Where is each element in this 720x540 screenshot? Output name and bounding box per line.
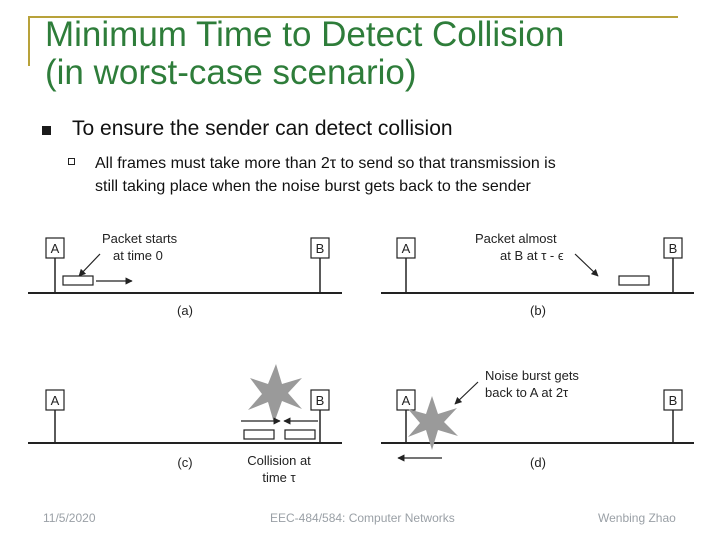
panel-c-packet-left (244, 430, 274, 439)
footer-author: Wenbing Zhao (598, 511, 676, 525)
title-line-1: Minimum Time to Detect Collision (45, 15, 565, 54)
panel-c-note2: time τ (262, 470, 296, 485)
panel-b-packet (619, 276, 649, 285)
panel-b-note2: at B at τ - ϵ (500, 248, 564, 263)
panel-d-caption: (d) (530, 455, 546, 470)
panel-b (381, 231, 694, 318)
panel-a-packet (63, 276, 93, 285)
panel-d-station-b-label: B (668, 393, 678, 408)
panel-a-caption: (a) (177, 303, 193, 318)
panel-a-station-a-label: A (50, 241, 60, 256)
footer-course: EEC-484/584: Computer Networks (270, 511, 455, 525)
panel-c-note1: Collision at (247, 453, 311, 468)
panel-c-caption: (c) (177, 455, 193, 470)
collision-burst-icon (248, 364, 302, 423)
panel-a-station-b-label: B (315, 241, 325, 256)
bullet-level2-line2: still taking place when the noise burst gets back to the sender (95, 178, 531, 195)
panel-d-note1: Noise burst gets (485, 368, 579, 383)
bullet-level1: To ensure the sender can detect collision (72, 117, 453, 140)
title-line-2: (in worst-case scenario) (45, 53, 417, 92)
panel-c-station-b-label: B (315, 393, 325, 408)
panel-a-note1: Packet starts (102, 231, 178, 246)
footer-date: 11/5/2020 (43, 511, 96, 525)
panel-b-station-b-label-b: B (668, 241, 678, 256)
panel-a-note2: at time 0 (113, 248, 163, 263)
panel-c (28, 364, 342, 485)
panel-d-note2: back to A at 2τ (485, 385, 569, 400)
panel-b-note1: Packet almost (475, 231, 557, 246)
panel-d-pointer-arrow (455, 382, 478, 404)
panel-b-station-a-label: A (401, 241, 411, 256)
panel-b-pointer-arrow (575, 254, 598, 276)
panel-c-packet-right (285, 430, 315, 439)
bullet-level2-line1: All frames must take more than 2τ to send so that transmission is (95, 155, 556, 172)
panel-a (28, 231, 342, 318)
panel-a-pointer-arrow (79, 254, 100, 276)
panel-d (381, 368, 694, 470)
panel-d-station-a-label: A (401, 393, 411, 408)
panel-b-caption: (b) (530, 303, 546, 318)
panel-c-station-a-label: A (50, 393, 60, 408)
